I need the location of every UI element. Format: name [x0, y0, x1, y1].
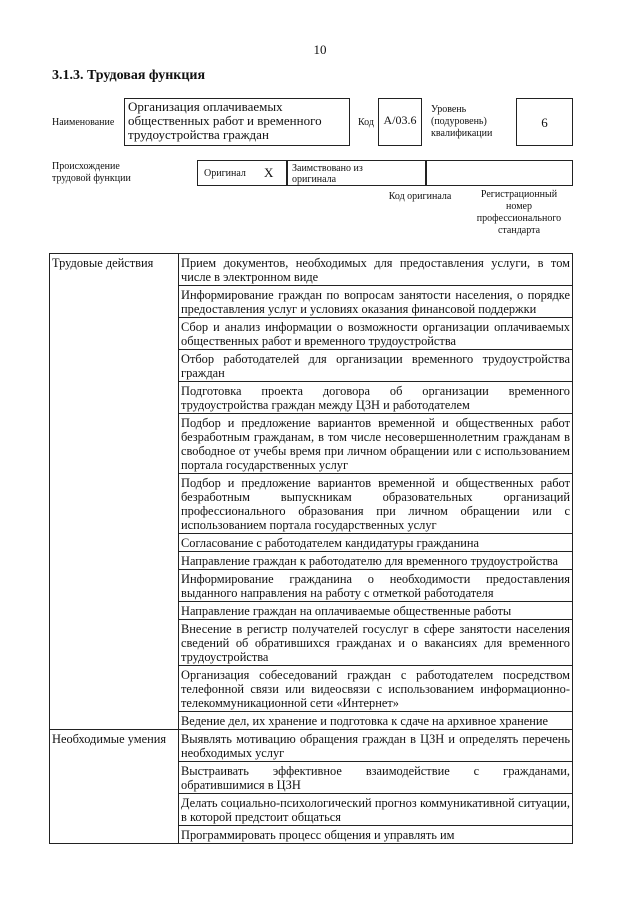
name-label: Наименование [52, 117, 115, 128]
table-cell: Согласование с работодателем кандидатуры гражданина [179, 534, 573, 552]
table-cell: Отбор работодателей для организации временного трудоустройства граждан [179, 350, 573, 382]
registration-number-label [474, 189, 564, 237]
table-row [50, 730, 573, 762]
level-label-line-2: (подуровень) [431, 116, 487, 127]
table-cell: Ведение дел, их хранение и подготовка к сдаче на архивное хранение [179, 712, 573, 730]
origin-label-line-1: Происхождение [52, 161, 120, 172]
table-cell: Направление граждан к работодателю для временного трудоустройства [179, 552, 573, 570]
category-cell: Необходимые умения [50, 730, 179, 844]
table-cell: Сбор и анализ информации о возможности организации оплачиваемых общественных работ и временного трудоустройства [179, 318, 573, 350]
name-value: Организация оплачиваемых общественных работ и временного трудоустройства граждан [124, 98, 350, 146]
reg-label-line-3: профессионального [476, 213, 562, 224]
level-label-line-1: Уровень [431, 104, 467, 115]
table-cell: Выявлять мотивацию обращения граждан в ЦЗН и определять перечень необходимых услуг [179, 730, 573, 762]
borrowed-label-line-1: Заимствовано из [292, 163, 363, 174]
reg-label-line-1: Регистрационный [480, 189, 558, 200]
section-title: 3.1.3. Трудовая функция [52, 68, 206, 83]
table-cell: Выстраивать эффективное взаимодействие с гражданами, обратившимися в ЦЗН [179, 762, 573, 794]
table-cell: Информирование граждан по вопросам занятости населения, о порядке предоставления услуг и условиях оказания финансовой поддержки [179, 286, 573, 318]
reg-label-line-2: номер [506, 201, 532, 212]
category-cell: Трудовые действия [50, 254, 179, 730]
level-label-line-3: квалификации [431, 128, 493, 139]
origin-label-line-2: трудовой функции [52, 173, 131, 184]
table-cell: Направление граждан на оплачиваемые общественные работы [179, 602, 573, 620]
code-original-label: Код оригинала [388, 191, 452, 202]
table-cell: Делать социально-психологический прогноз коммуникативной ситуации, в которой предстоит общаться [179, 794, 573, 826]
original-mark: X [264, 165, 274, 180]
level-label [431, 104, 492, 140]
code-label: Код [358, 117, 374, 128]
level-value: 6 [516, 98, 573, 146]
page-number: 10 [313, 42, 327, 57]
function-table [49, 253, 573, 844]
reg-label-line-4: стандарта [497, 225, 541, 236]
origin-label [52, 161, 131, 185]
table-cell: Прием документов, необходимых для предоставления услуги, в том числе в электронном виде [179, 254, 573, 286]
table-cell: Подготовка проекта договора об организации временного трудоустройства граждан между ЦЗН и работодателем [179, 382, 573, 414]
table-cell: Организация собеседований граждан с работодателем посредством телефонной связи или видеосвязи с использованием информационно-телекоммуникационной сети «Интернет» [179, 666, 573, 712]
table-cell: Информирование гражданина о необходимости предоставления выданного направления на работу с отметкой работодателя [179, 570, 573, 602]
table-row [50, 254, 573, 286]
borrowed-label-line-2: оригинала [292, 174, 337, 185]
borrowed-cell [287, 160, 426, 186]
table-cell: Программировать процесс общения и управлять им [179, 826, 573, 844]
table-cell: Внесение в регистр получателей госуслуг в сфере занятости населения сведений об обратившихся гражданах и о вакансиях для временного трудоустройства [179, 620, 573, 666]
code-value: A/03.6 [378, 98, 422, 146]
original-label: Оригинал [204, 168, 246, 179]
origin-empty-cell [426, 160, 573, 186]
table-cell: Подбор и предложение вариантов временной и общественных работ безработным гражданам, в том числе несовершеннолетним гражданам в свободное от учебы время при личном обращении или с использованием портала государственных услуг [179, 414, 573, 474]
table-cell: Подбор и предложение вариантов временной и общественных работ безработным выпускникам образовательных организаций профессионального образования при личном обращении или с использованием портала государственных услуг [179, 474, 573, 534]
